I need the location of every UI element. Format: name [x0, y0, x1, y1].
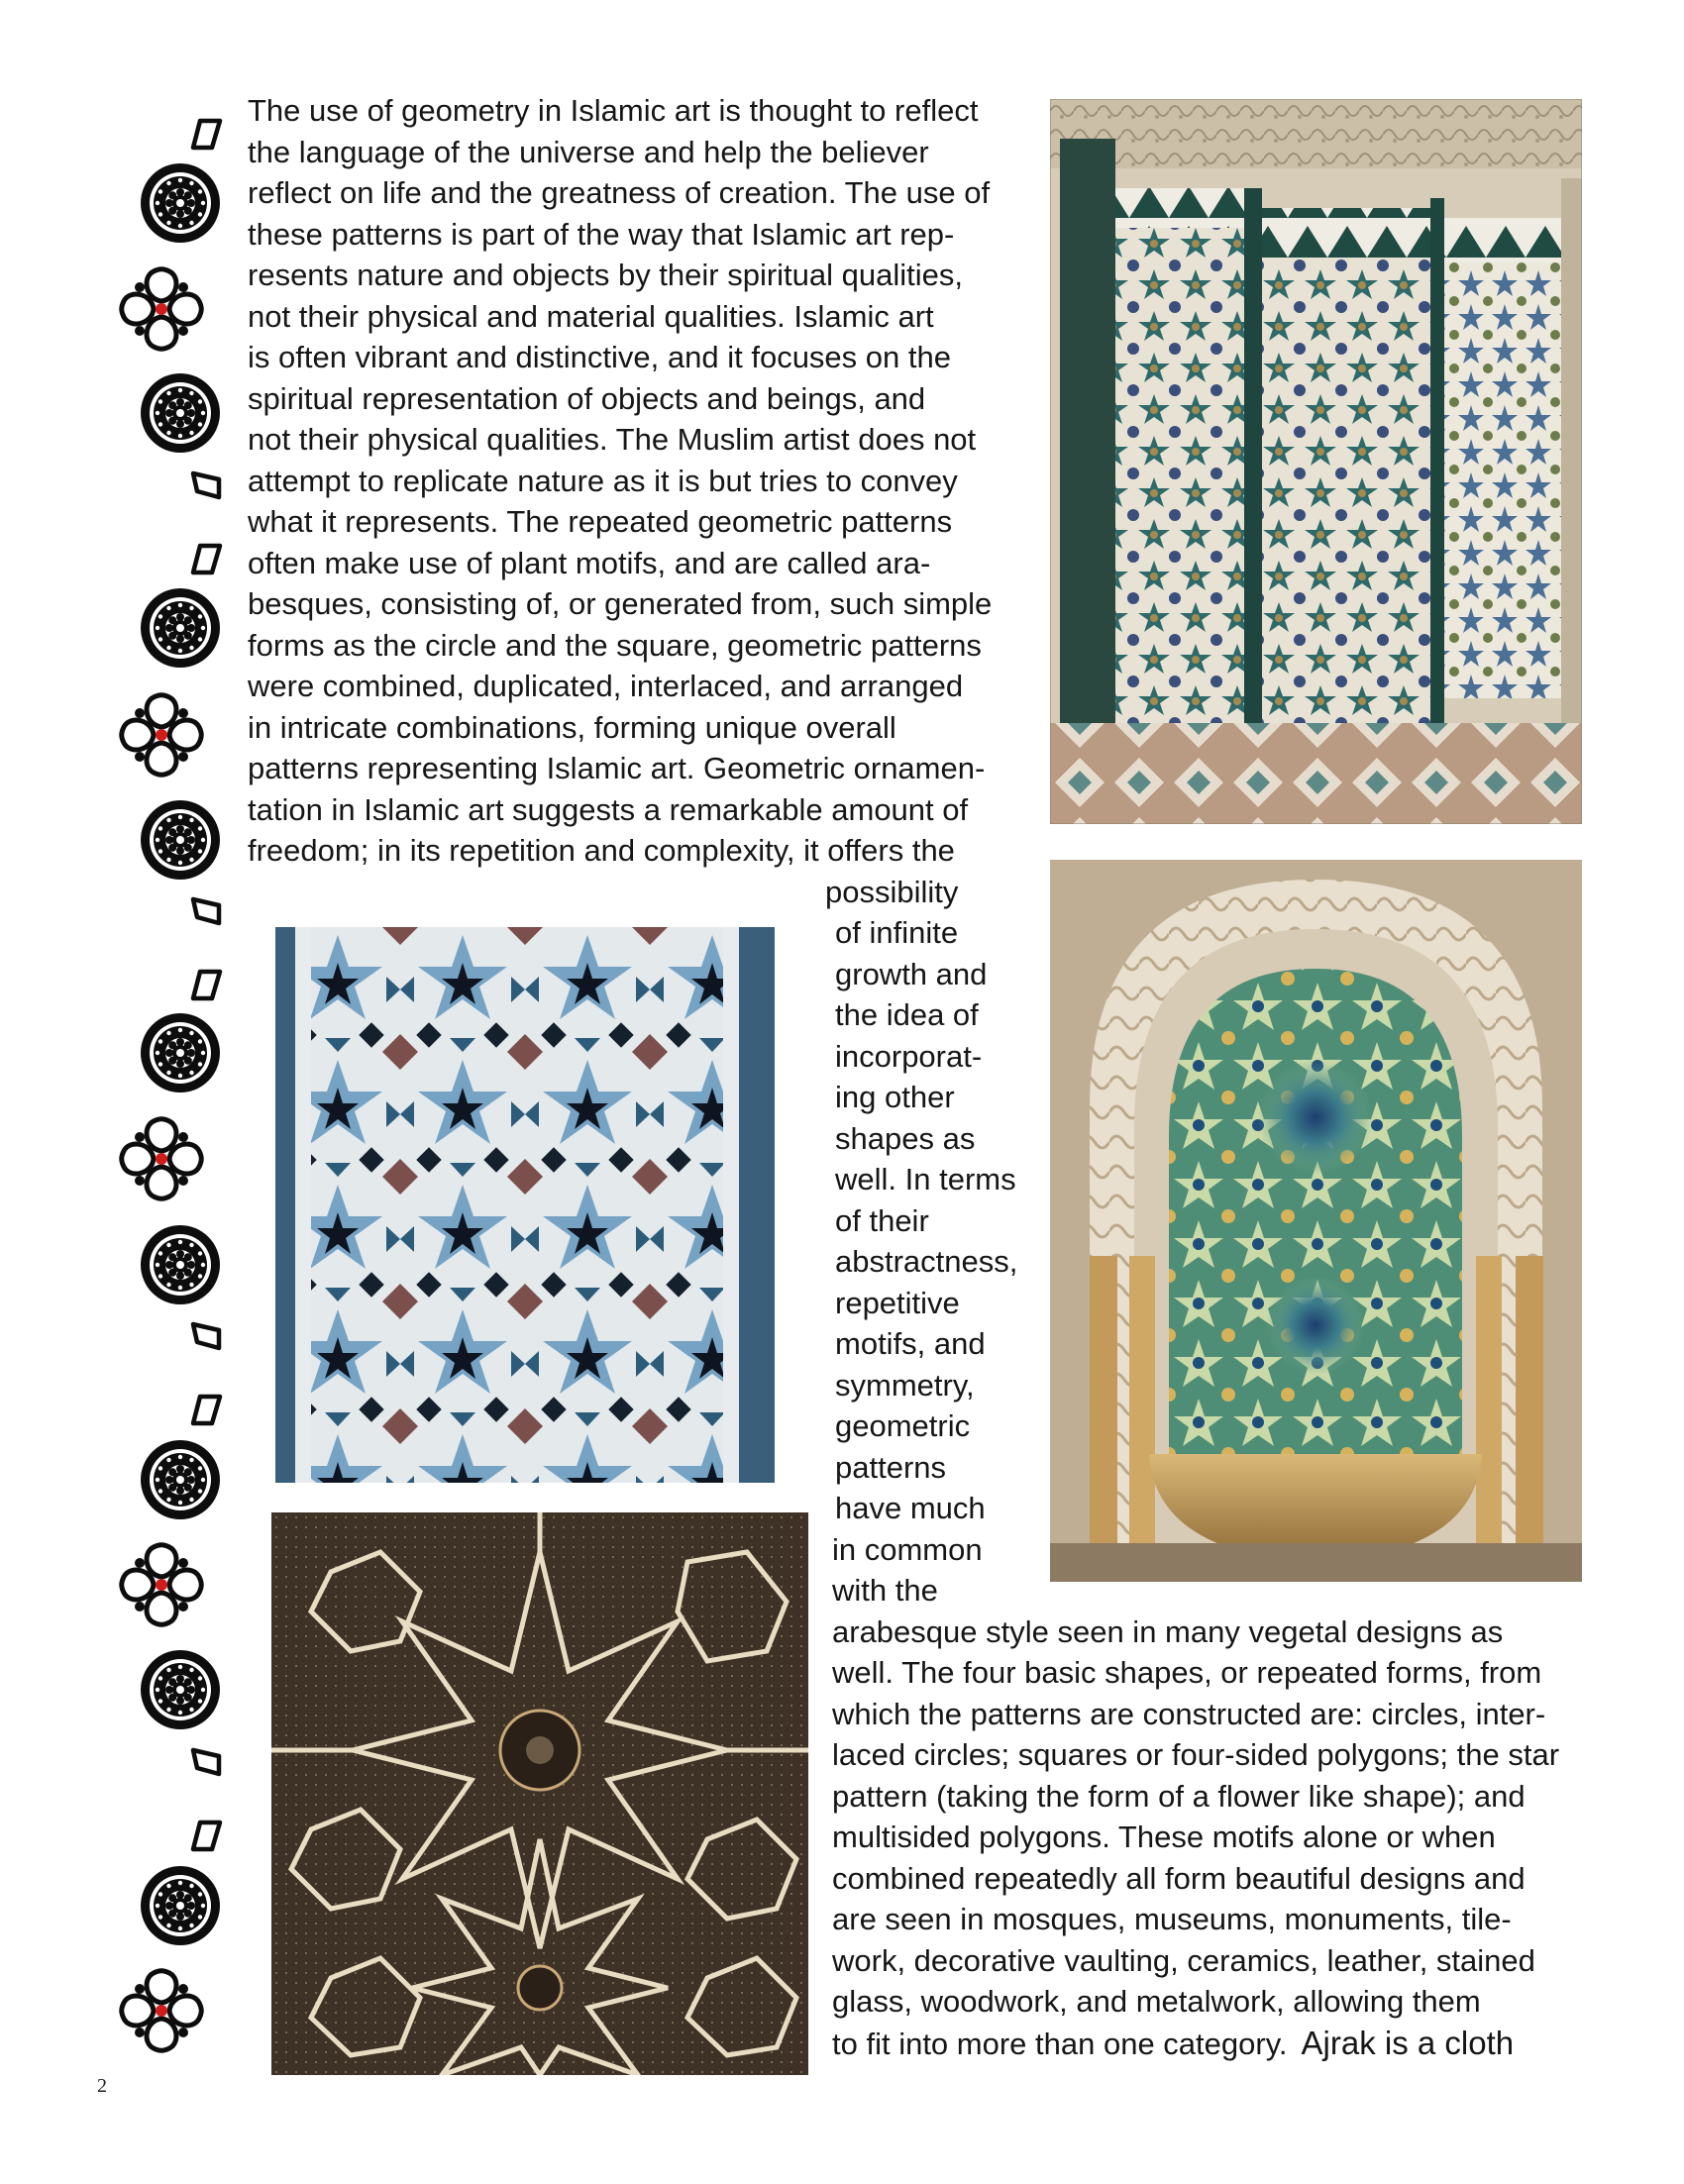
text-line: not their physical qualities. The Muslim artist does not — [248, 422, 977, 457]
flower-icon — [122, 1545, 202, 1625]
text-line: pattern (taking the form of a flower like shape); and — [832, 1779, 1526, 1814]
text-line: repetitive — [835, 1286, 960, 1320]
trailing-text: Ajrak is a cloth — [1301, 2025, 1515, 2061]
text-line: of their — [835, 1203, 929, 1238]
text-line: attempt to replicate nature as it is but tries to convey — [248, 464, 958, 498]
text-line: combined repeatedly all form beautiful designs and — [832, 1861, 1526, 1896]
parallelogram-icon — [193, 546, 220, 572]
text-line: work, decorative vaulting, ceramics, leather, stained — [832, 1943, 1535, 1978]
ornament-strip — [0, 0, 248, 2179]
text-line: spiritual representation of objects and beings, and — [248, 381, 926, 416]
text-line: incorporat- — [835, 1039, 983, 1074]
text-line: are seen in mosques, museums, monuments, tile- — [832, 1902, 1512, 1936]
text-line: well. In terms — [835, 1162, 1016, 1196]
parallelogram-icon — [193, 1324, 219, 1348]
text-line: possibility — [825, 875, 959, 909]
text-line: forms as the circle and the square, geometric patterns — [248, 628, 982, 663]
photo-zellige-tile — [275, 927, 775, 1483]
text-line: motifs, and — [835, 1326, 986, 1361]
text-line: well. The four basic shapes, or repeated forms, from — [832, 1655, 1542, 1690]
text-line: The use of geometry in Islamic art is thought to reflect — [248, 93, 979, 128]
text-line: besques, consisting of, or generated from, such simple — [248, 586, 993, 621]
text-line: multisided polygons. These motifs alone or when — [832, 1820, 1496, 1854]
text-line: in common — [832, 1532, 983, 1567]
text-line: have much — [835, 1491, 986, 1525]
text-line: freedom; in its repetition and complexity, it offers the — [248, 833, 955, 868]
text-line: glass, woodwork, and metalwork, allowing them — [832, 1984, 1481, 2019]
parallelogram-icon — [193, 1750, 219, 1774]
text-line: symmetry, — [835, 1368, 975, 1403]
text-line: what it represents. The repeated geometric patterns — [248, 504, 953, 539]
text-line: laced circles; squares or four-sided polygons; the star — [832, 1737, 1560, 1772]
text-line: growth and — [835, 957, 988, 991]
flower-icon — [122, 1119, 202, 1199]
text-line: the language of the universe and help the believer — [248, 135, 929, 169]
text-line: reflect on life and the greatness of creation. The use of — [248, 175, 991, 210]
flower-icon — [122, 695, 202, 776]
text-line: ing other — [835, 1080, 955, 1114]
medallion-icon — [141, 800, 220, 880]
text-line: which the patterns are constructed are: circles, inter- — [832, 1697, 1546, 1731]
medallion-icon — [141, 1440, 220, 1519]
parallelogram-icon — [193, 473, 219, 497]
medallion-icon — [141, 1225, 220, 1304]
medallion-icon — [141, 1013, 220, 1092]
text-line: often make use of plant motifs, and are called ara- — [248, 546, 931, 580]
text-line: arabesque style seen in many vegetal designs as — [832, 1614, 1504, 1649]
text-line: is often vibrant and distinctive, and it focuses on the — [248, 340, 951, 374]
parallelogram-icon — [193, 1397, 220, 1423]
text-line: in intricate combinations, forming unique overall — [248, 710, 896, 745]
text-line: geometric — [835, 1408, 971, 1443]
flower-icon — [122, 269, 202, 350]
flower-icon — [122, 1971, 202, 2051]
text-line: were combined, duplicated, interlaced, and arranged — [248, 669, 964, 703]
text-line: patterns — [835, 1450, 947, 1485]
medallion-icon — [141, 373, 220, 453]
parallelogram-icon — [193, 972, 220, 998]
text-line-last-main: to fit into more than one category. — [832, 2027, 1288, 2061]
text-line: of infinite — [835, 915, 959, 950]
text-line: tation in Islamic art suggests a remarkable amount of — [248, 792, 969, 827]
text-line: not their physical and material qualities. Islamic art — [248, 299, 934, 334]
text-line: patterns representing Islamic art. Geometric ornamen- — [248, 751, 986, 785]
parallelogram-icon — [193, 121, 220, 148]
text-line: with the — [832, 1573, 938, 1608]
text-line-last — [832, 2023, 1514, 2065]
page-number: 2 — [97, 2075, 107, 2097]
medallion-icon — [141, 1866, 220, 1945]
photo-fountain-arch — [1050, 860, 1582, 1582]
text-line: the idea of — [835, 997, 979, 1032]
medallion-icon — [141, 1650, 220, 1729]
text-line: abstractness, — [835, 1244, 1018, 1279]
photo-tiled-columns — [1050, 99, 1582, 824]
photo-star-pattern — [271, 1512, 808, 2075]
medallion-icon — [141, 163, 220, 243]
text-line: shapes as — [835, 1121, 976, 1156]
text-line: resents nature and objects by their spiritual qualities, — [248, 258, 964, 292]
parallelogram-icon — [193, 899, 219, 923]
text-line: these patterns is part of the way that Islamic art rep- — [248, 217, 955, 252]
medallion-icon — [141, 588, 220, 668]
parallelogram-icon — [193, 1822, 220, 1849]
ornament-column — [0, 0, 248, 2179]
